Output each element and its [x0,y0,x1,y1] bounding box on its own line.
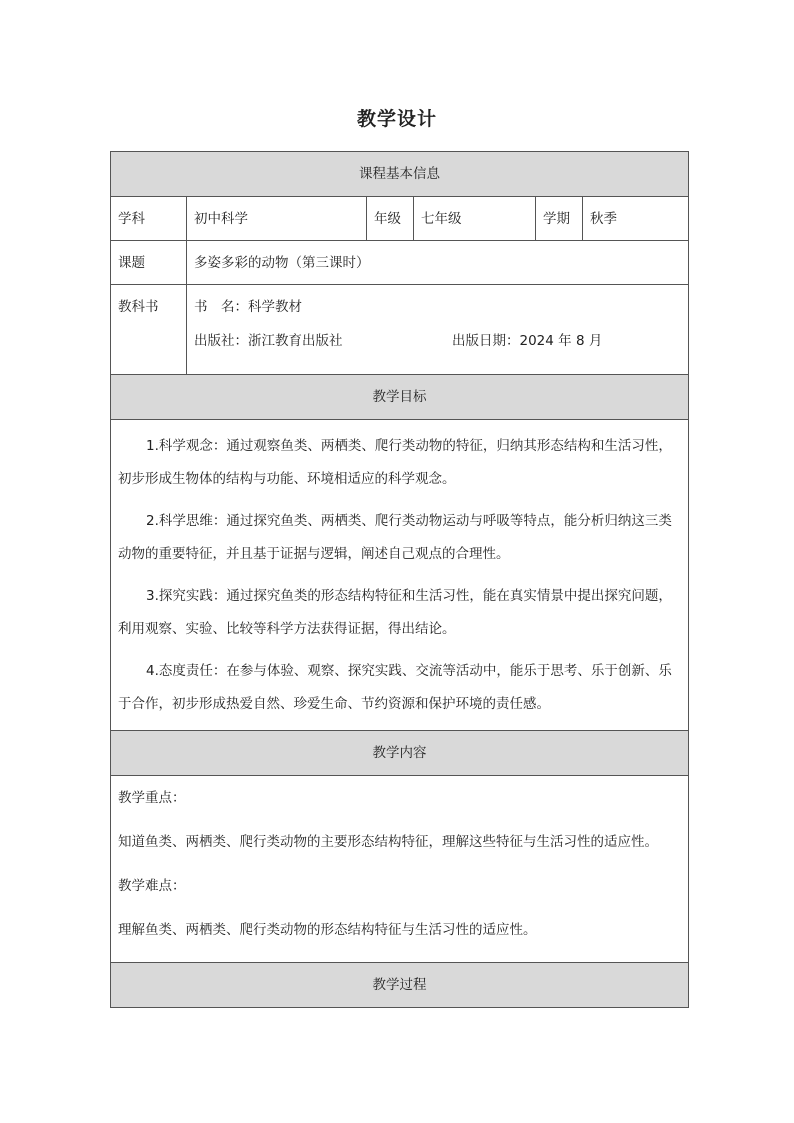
section-header-basic-info [111,152,689,197]
difficult-points-text: 理解鱼类、两栖类、爬行类动物的形态结构特征与生活习性的适应性。 [118,922,537,938]
key-points-text: 知道鱼类、两栖类、爬行类动物的主要形态结构特征，理解这些特征与生活习性的适应性。 [118,834,658,850]
content-row [111,776,689,963]
textbook-label: 教科书 [111,285,187,375]
textbook-publish-date: 出版日期：2024 年 8 月 [452,333,603,349]
section-header-process [111,963,689,1008]
section-title-content: 教学内容 [111,731,689,776]
goal-item: 4.态度责任：在参与体验、观察、探究实践、交流等活动中，能乐于思考、乐于创新、乐于合作，初步形成热爱自然、珍爱生命、节约资源和保护环境的责任感。 [118,663,672,712]
section-title-goals: 教学目标 [111,375,689,420]
goal-item: 1.科学观念：通过观察鱼类、两栖类、爬行类动物的特征，归纳其形态结构和生活习性，初步形成生物体的结构与功能、环境相适应的科学观念。 [118,438,672,487]
textbook-publish-line [194,329,688,353]
term-label: 学期 [536,197,583,241]
document-title: 教学设计 [356,108,437,130]
info-row-subject [111,197,689,241]
grade-label: 年级 [367,197,414,241]
textbook-details [187,285,689,375]
lesson-plan-table [110,151,689,1008]
subject-label: 学科 [111,197,187,241]
textbook-name: 书 名：科学教材 [194,299,302,315]
topic-value: 多姿多彩的动物（第三课时） [187,241,689,285]
section-header-goals [111,375,689,420]
term-value: 秋季 [583,197,689,241]
info-row-textbook [111,285,689,375]
difficult-points-label: 教学难点： [118,878,186,894]
section-header-content [111,731,689,776]
goal-item: 3.探究实践：通过探究鱼类的形态结构特征和生活习性，能在真实情景中提出探究问题，利用观察、实验、比较等科学方法获得证据，得出结论。 [118,588,672,637]
key-points-label: 教学重点： [118,790,186,806]
content-cell [111,776,689,963]
goals-cell [111,420,689,731]
goals-row [111,420,689,731]
topic-label: 课题 [111,241,187,285]
grade-value: 七年级 [414,197,536,241]
section-title-process: 教学过程 [111,963,689,1008]
goal-item: 2.科学思维：通过探究鱼类、两栖类、爬行类动物运动与呼吸等特点，能分析归纳这三类动物的重要特征，并且基于证据与逻辑，阐述自己观点的合理性。 [118,513,672,562]
info-row-topic [111,241,689,285]
subject-value: 初中科学 [187,197,367,241]
section-title-basic-info: 课程基本信息 [111,152,689,197]
textbook-publisher: 出版社：浙江教育出版社 [194,333,343,349]
